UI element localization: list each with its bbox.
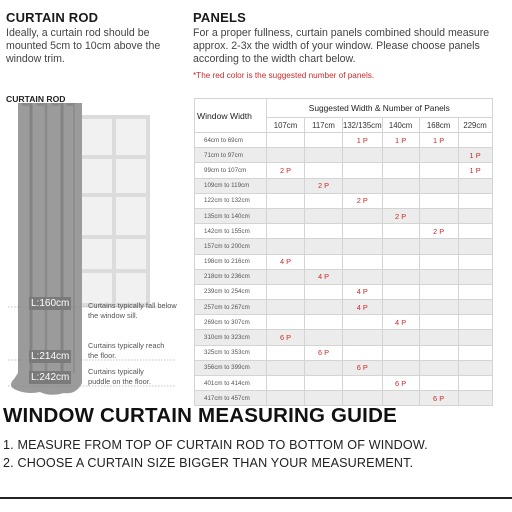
panel-count-cell: [382, 330, 419, 345]
panel-count-cell: [267, 239, 305, 254]
panel-count-cell: [343, 345, 383, 360]
panel-count-cell: 6 P: [267, 330, 305, 345]
window-width-range: 64cm to 69cm: [195, 133, 267, 148]
panel-count-cell: 2 P: [343, 193, 383, 208]
table-row: [195, 178, 493, 193]
panel-count-cell: [419, 376, 458, 391]
table-row: [195, 376, 493, 391]
curtain-rod-heading: CURTAIN ROD: [6, 10, 99, 25]
table-row: [195, 360, 493, 375]
panel-count-cell: 6 P: [343, 360, 383, 375]
panel-count-cell: [305, 376, 343, 391]
panel-count-cell: 6 P: [419, 391, 458, 406]
panel-count-cell: [382, 148, 419, 163]
column-header: 117cm: [305, 118, 343, 133]
panel-count-cell: [305, 300, 343, 315]
panel-count-cell: [458, 178, 492, 193]
panel-count-cell: [305, 330, 343, 345]
length-note-214: Curtains typically reach the floor.: [88, 341, 165, 360]
window-width-range: 157cm to 200cm: [195, 239, 267, 254]
panel-count-cell: 1 P: [382, 133, 419, 148]
table-row: [195, 163, 493, 178]
panel-count-cell: [267, 345, 305, 360]
panel-size-table: [194, 98, 493, 406]
panel-count-cell: [458, 269, 492, 284]
table-row: [195, 269, 493, 284]
panel-count-cell: [267, 193, 305, 208]
panel-count-cell: 1 P: [458, 148, 492, 163]
panel-count-cell: [305, 284, 343, 299]
panel-count-cell: [267, 269, 305, 284]
panel-count-cell: [419, 163, 458, 178]
table-row: [195, 330, 493, 345]
panel-count-cell: [343, 178, 383, 193]
panel-count-cell: [382, 254, 419, 269]
panel-count-cell: [419, 178, 458, 193]
panel-count-cell: 6 P: [305, 345, 343, 360]
panel-count-cell: 1 P: [419, 133, 458, 148]
panel-count-cell: [305, 315, 343, 330]
panel-count-cell: [382, 193, 419, 208]
window-width-header: Window Width: [195, 99, 267, 133]
panel-count-cell: [458, 133, 492, 148]
panel-count-cell: [267, 315, 305, 330]
panel-count-cell: [419, 254, 458, 269]
table-row: [195, 315, 493, 330]
panel-count-cell: [419, 300, 458, 315]
panel-count-cell: 4 P: [343, 300, 383, 315]
window-width-range: 269cm to 307cm: [195, 315, 267, 330]
column-header: 107cm: [267, 118, 305, 133]
window-width-range: 401cm to 414cm: [195, 376, 267, 391]
diagram-rod-label: CURTAIN ROD: [6, 94, 66, 104]
panel-count-cell: [419, 269, 458, 284]
panel-count-cell: [382, 269, 419, 284]
panel-count-cell: [419, 284, 458, 299]
window-width-range: 99cm to 107cm: [195, 163, 267, 178]
length-note-160: Curtains typically fall below the window sill.: [88, 301, 177, 320]
panel-count-cell: [267, 360, 305, 375]
panels-heading: PANELS: [193, 10, 246, 25]
panel-count-cell: [458, 360, 492, 375]
panel-count-cell: [419, 193, 458, 208]
table-row: [195, 345, 493, 360]
panel-count-cell: [382, 360, 419, 375]
table-row: [195, 284, 493, 299]
measuring-guide-title: WINDOW CURTAIN MEASURING GUIDE: [3, 404, 397, 427]
panel-count-cell: [419, 330, 458, 345]
panel-count-cell: [305, 360, 343, 375]
panel-count-cell: [382, 163, 419, 178]
panel-count-cell: [382, 300, 419, 315]
window-width-range: 122cm to 132cm: [195, 193, 267, 208]
panel-count-cell: [458, 224, 492, 239]
panel-count-cell: [458, 208, 492, 223]
window-width-range: 135cm to 140cm: [195, 208, 267, 223]
panel-count-cell: [343, 315, 383, 330]
window-width-range: 71cm to 97cm: [195, 148, 267, 163]
panel-count-cell: 2 P: [267, 163, 305, 178]
length-label-242: L:242cm: [31, 372, 70, 383]
panel-count-cell: [382, 224, 419, 239]
panel-count-cell: [267, 300, 305, 315]
panel-count-cell: [267, 208, 305, 223]
panel-count-cell: [458, 345, 492, 360]
panel-count-cell: [267, 178, 305, 193]
curtain-rod-description: Ideally, a curtain rod should be mounted 5cm to 10cm above the window trim.: [6, 27, 161, 65]
guide-step-2: 2. CHOOSE A CURTAIN SIZE BIGGER THAN YOUR MEASUREMENT.: [3, 456, 414, 470]
panel-count-cell: [458, 300, 492, 315]
panel-count-cell: [458, 391, 492, 406]
panel-count-cell: [305, 163, 343, 178]
panel-count-cell: [305, 254, 343, 269]
panel-size-table-wrapper: [194, 98, 493, 406]
table-row: [195, 193, 493, 208]
window-width-range: 310cm to 323cm: [195, 330, 267, 345]
panel-count-cell: [343, 254, 383, 269]
panel-count-cell: 4 P: [267, 254, 305, 269]
panel-count-cell: [267, 133, 305, 148]
panel-count-cell: [305, 133, 343, 148]
panel-count-cell: 1 P: [343, 133, 383, 148]
panel-count-cell: [419, 148, 458, 163]
panel-count-cell: [382, 345, 419, 360]
window-width-range: 325cm to 353cm: [195, 345, 267, 360]
panel-count-cell: [305, 193, 343, 208]
column-header: 229cm: [458, 118, 492, 133]
panel-count-cell: [343, 148, 383, 163]
panel-count-cell: [343, 224, 383, 239]
panel-count-cell: [382, 178, 419, 193]
panel-count-cell: [343, 208, 383, 223]
panel-count-cell: [343, 376, 383, 391]
table-row: [195, 208, 493, 223]
panel-count-cell: [458, 193, 492, 208]
panel-count-cell: [305, 148, 343, 163]
table-row: [195, 300, 493, 315]
length-note-242: Curtains typically puddle on the floor.: [88, 367, 151, 386]
panel-count-cell: [419, 345, 458, 360]
panel-count-cell: [458, 284, 492, 299]
panel-count-cell: [343, 239, 383, 254]
panel-count-cell: [305, 239, 343, 254]
window-width-range: 239cm to 254cm: [195, 284, 267, 299]
window-width-range: 257cm to 267cm: [195, 300, 267, 315]
table-row: [195, 239, 493, 254]
panel-count-cell: [458, 376, 492, 391]
panel-count-cell: [267, 376, 305, 391]
panel-count-cell: [267, 284, 305, 299]
panel-count-cell: [419, 239, 458, 254]
panel-count-cell: [458, 315, 492, 330]
guide-step-1: 1. MEASURE FROM TOP OF CURTAIN ROD TO BOTTOM OF WINDOW.: [3, 438, 428, 452]
window-width-range: 109cm to 119cm: [195, 178, 267, 193]
red-color-note: *The red color is the suggested number of panels.: [193, 71, 375, 80]
panel-count-cell: [343, 269, 383, 284]
panel-count-cell: [343, 163, 383, 178]
panel-count-cell: 2 P: [382, 208, 419, 223]
column-header: 140cm: [382, 118, 419, 133]
column-header: 168cm: [419, 118, 458, 133]
panel-count-cell: 2 P: [305, 178, 343, 193]
bottom-divider: [0, 497, 512, 499]
panel-count-cell: [419, 315, 458, 330]
panel-count-cell: [305, 224, 343, 239]
panel-count-cell: 6 P: [382, 376, 419, 391]
panel-count-cell: [382, 239, 419, 254]
table-row: [195, 148, 493, 163]
window-width-range: 218cm to 236cm: [195, 269, 267, 284]
panel-count-cell: 4 P: [305, 269, 343, 284]
window-width-range: 198cm to 216cm: [195, 254, 267, 269]
panel-count-cell: 1 P: [458, 163, 492, 178]
table-row: [195, 224, 493, 239]
panel-count-cell: [458, 254, 492, 269]
panel-count-cell: 4 P: [382, 315, 419, 330]
column-header: 132/135cm: [343, 118, 383, 133]
panel-count-cell: [458, 239, 492, 254]
window-width-range: 417cm to 457cm: [195, 391, 267, 406]
panel-count-cell: [343, 330, 383, 345]
panel-count-cell: [305, 208, 343, 223]
panel-count-cell: 2 P: [419, 224, 458, 239]
window-width-range: 142cm to 155cm: [195, 224, 267, 239]
length-label-160: L:160cm: [31, 298, 70, 309]
suggested-width-header: Suggested Width & Number of Panels: [267, 99, 493, 118]
panel-count-cell: [419, 208, 458, 223]
panel-count-cell: [267, 224, 305, 239]
table-row: [195, 133, 493, 148]
window-width-range: 356cm to 399cm: [195, 360, 267, 375]
panel-count-cell: 4 P: [343, 284, 383, 299]
panel-count-cell: [267, 148, 305, 163]
table-row: [195, 254, 493, 269]
panel-count-cell: [382, 284, 419, 299]
panel-count-cell: [419, 360, 458, 375]
length-label-214: L:214cm: [31, 351, 70, 362]
panel-count-cell: [458, 330, 492, 345]
panels-description: For a proper fullness, curtain panels combined should measure approx. 2-3x the width of your window. Please choose panels according to the width chart below.: [193, 27, 490, 65]
